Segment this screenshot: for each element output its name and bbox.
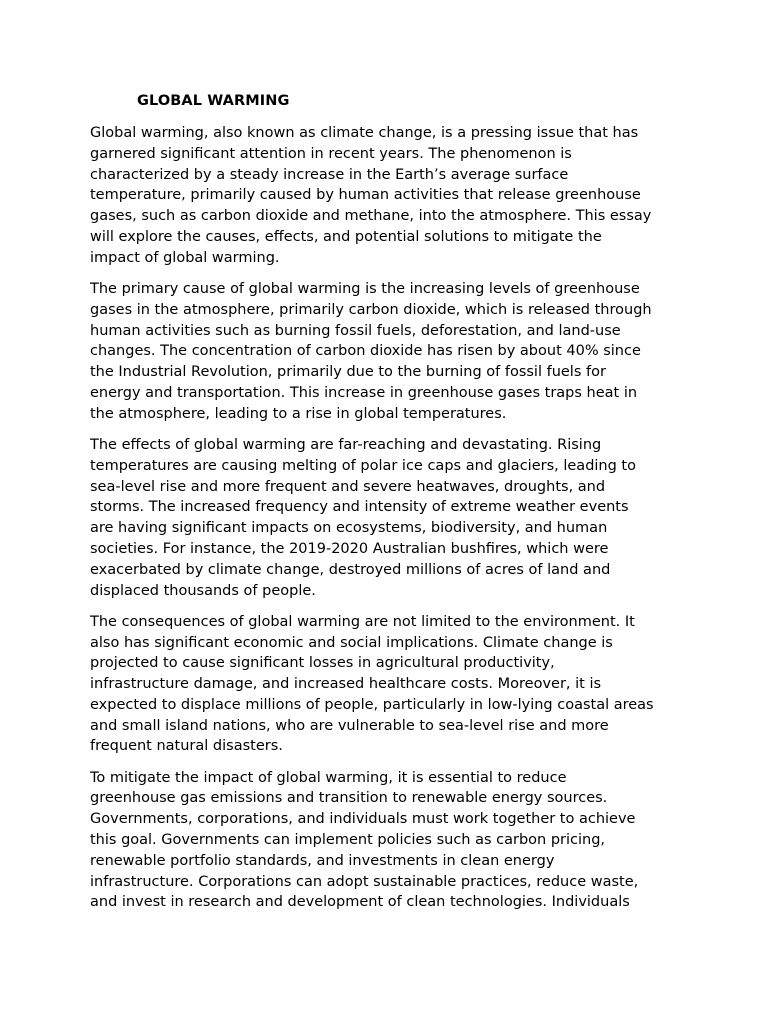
paragraph-line: gases in the atmosphere, primarily carbon dioxide, which is released through [90,301,652,318]
paragraph-line: renewable portfolio standards, and investments in clean energy [90,852,555,869]
paragraph-line: expected to displace millions of people, particularly in low-lying coastal areas [90,696,654,713]
paragraph-line: temperatures are causing melting of polar ice caps and glaciers, leading to [90,457,636,474]
paragraph-line: greenhouse gas emissions and transition to renewable energy sources. [90,790,608,807]
paragraph-line: impact of global warming. [90,249,280,266]
paragraph-line: will explore the causes, effects, and potential solutions to mitigate the [90,228,602,245]
paragraph-line: temperature, primarily caused by human activities that release greenhouse [90,187,641,204]
paragraph-line: To mitigate the impact of global warming, it is essential to reduce [90,769,567,786]
paragraph-line: projected to cause significant losses in agricultural productivity, [90,655,555,672]
paragraph-line: sea-level rise and more frequent and severe heatwaves, droughts, and [90,478,606,495]
paragraph-line: The consequences of global warming are not limited to the environment. It [90,613,635,630]
paragraph-line: human activities such as burning fossil fuels, deforestation, and land-use [90,322,621,339]
paragraph-1 [90,123,690,269]
paragraph-5 [90,768,690,914]
paragraph-3 [90,435,690,601]
paragraph-line: energy and transportation. This increase in greenhouse gases traps heat in [90,384,638,401]
paragraph-line: societies. For instance, the 2019-2020 Australian bushfires, which were [90,540,609,557]
paragraph-line: frequent natural disasters. [90,738,283,755]
paragraph-4 [90,612,690,758]
paragraph-line: changes. The concentration of carbon dioxide has risen by about 40% since [90,343,641,360]
paragraph-line: The effects of global warming are far-reaching and devastating. Rising [90,436,602,453]
paragraph-line: exacerbated by climate change, destroyed millions of acres of land and [90,561,611,578]
paragraph-line: characterized by a steady increase in the Earth’s average surface [90,166,569,183]
paragraph-line: The primary cause of global warming is the increasing levels of greenhouse [90,280,640,297]
paragraph-line: and small island nations, who are vulnerable to sea-level rise and more [90,717,609,734]
paragraph-line: displaced thousands of people. [90,582,316,599]
paragraph-line: storms. The increased frequency and intensity of extreme weather events [90,499,629,516]
paragraph-line: and invest in research and development of clean technologies. Individuals [90,894,630,911]
paragraph-line: Global warming, also known as climate change, is a pressing issue that has [90,125,639,141]
document-title: GLOBAL WARMING [137,93,290,109]
paragraph-line: gases, such as carbon dioxide and methane, into the atmosphere. This essay [90,208,652,225]
paragraph-line: infrastructure damage, and increased healthcare costs. Moreover, it is [90,676,602,693]
paragraph-line: Governments, corporations, and individuals must work together to achieve [90,811,636,828]
paragraph-2 [90,279,690,425]
paragraph-line: are having significant impacts on ecosystems, biodiversity, and human [90,520,608,537]
paragraph-line: the Industrial Revolution, primarily due to the burning of fossil fuels for [90,364,606,381]
paragraph-line: infrastructure. Corporations can adopt sustainable practices, reduce waste, [90,873,639,890]
paragraph-line: garnered significant attention in recent years. The phenomenon is [90,145,572,162]
paragraph-line: this goal. Governments can implement policies such as carbon pricing, [90,832,606,849]
document-body [90,123,690,913]
paragraph-line: the atmosphere, leading to a rise in global temperatures. [90,405,507,422]
paragraph-line: also has significant economic and social implications. Climate change is [90,634,613,651]
